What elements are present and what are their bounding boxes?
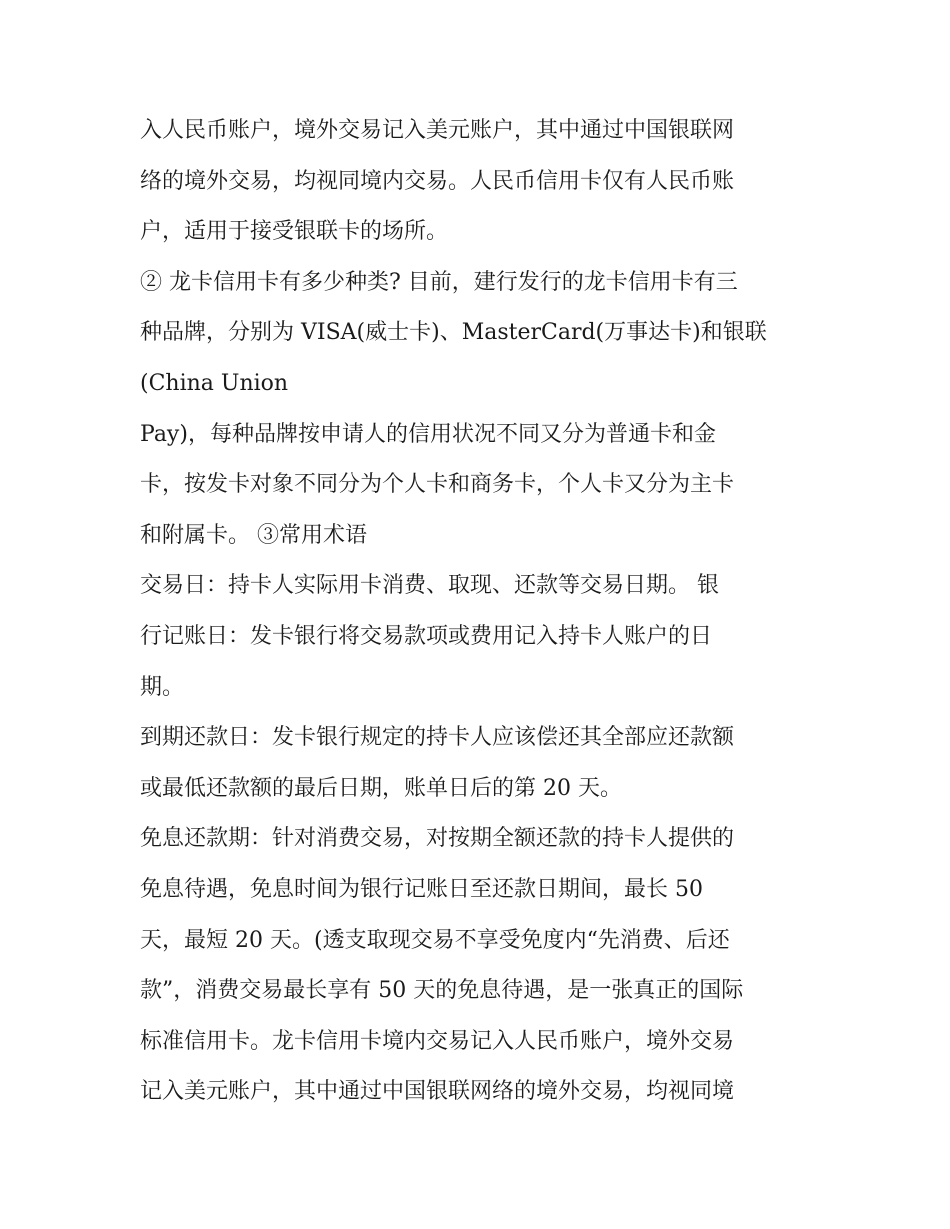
text-line: 行记账日：发卡银行将交易款项或费用记入持卡人账户的日 xyxy=(140,623,713,649)
text-line: 记入美元账户，其中通过中国银联网络的境外交易，均视同境 xyxy=(140,1079,735,1105)
text-line: 或最低还款额的最后日期，账单日后的第 20 天。 xyxy=(140,775,622,801)
text-line: 款”，消费交易最长享有 50 天的免息待遇，是一张真正的国际 xyxy=(140,978,744,1004)
text-line: 免息待遇，免息时间为银行记账日至还款日期间，最长 50 xyxy=(140,876,703,902)
text-line: 到期还款日：发卡银行规定的持卡人应该偿还其全部应还款额 xyxy=(140,725,735,751)
text-line: 和附属卡。 ③常用术语 xyxy=(140,522,367,548)
text-line: 入人民币账户，境外交易记入美元账户，其中通过中国银联网 xyxy=(140,118,735,143)
text-line: (China Union xyxy=(140,370,289,396)
text-line: 种品牌，分别为 VISA(威士卡)、MasterCard(万事达卡)和银联 xyxy=(140,320,767,346)
text-line: 免息还款期：针对消费交易，对按期全额还款的持卡人提供的 xyxy=(140,826,735,852)
text-line: 期。 xyxy=(140,674,185,700)
text-line: 交易日：持卡人实际用卡消费、取现、还款等交易日期。 银 xyxy=(140,573,719,599)
body-text xyxy=(140,106,820,1118)
text-line: Pay)，每种品牌按申请人的信用状况不同又分为普通卡和金 xyxy=(140,421,716,447)
text-line: 天，最短 20 天。(透支取现交易不享受免度内“先消费、后还 xyxy=(140,927,730,953)
text-line: 标准信用卡。龙卡信用卡境内交易记入人民币账户，境外交易 xyxy=(140,1028,735,1054)
text-line: 卡，按发卡对象不同分为个人卡和商务卡，个人卡又分为主卡 xyxy=(140,472,735,498)
text-line: 户，适用于接受银联卡的场所。 xyxy=(140,219,449,245)
text-line: ② 龙卡信用卡有多少种类? 目前，建行发行的龙卡信用卡有三 xyxy=(140,269,738,295)
text-line: 络的境外交易，均视同境内交易。人民币信用卡仅有人民币账 xyxy=(140,168,735,194)
